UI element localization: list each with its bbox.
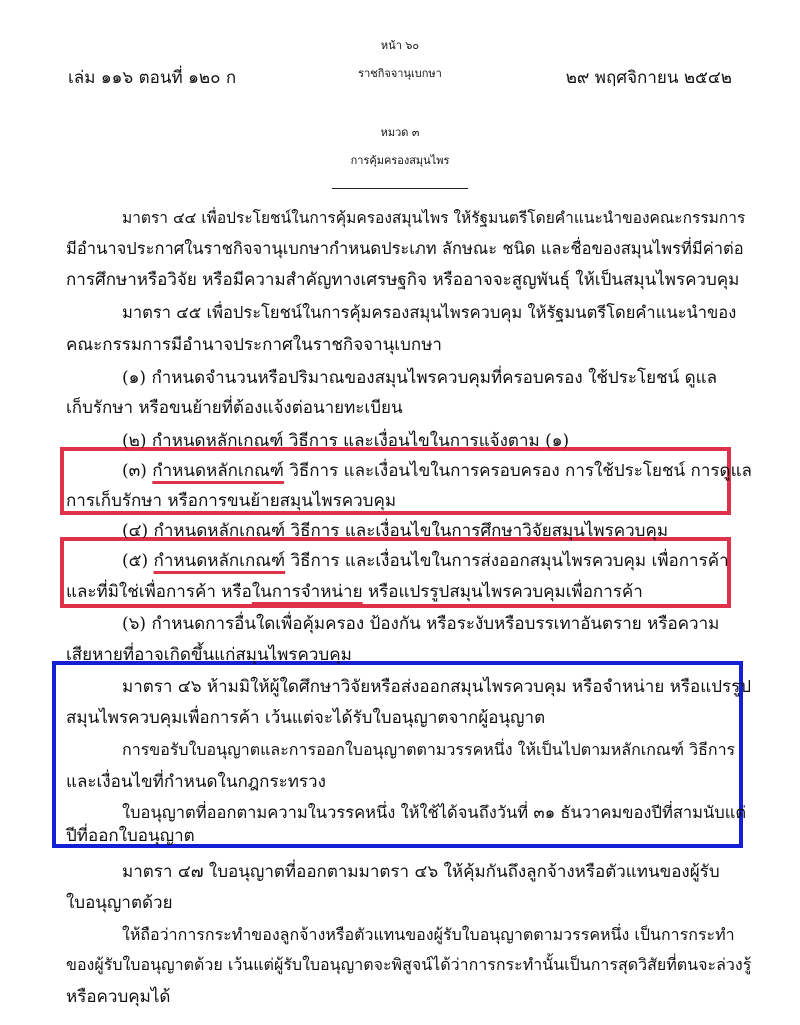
- item-6-line-2: เสียหายที่อาจเกิดขึ้นแก่สมุนไพรควบคุม: [66, 645, 352, 665]
- item-2: (๒) กำหนดหลักเกณฑ์ วิธีการ และเงื่อนไขในการแจ้งตาม (๑): [122, 431, 570, 451]
- section-46-line-3: การขอรับใบอนุญาตและการออกใบอนุญาตตามวรรคหนึ่ง ให้เป็นไปตามหลักเกณฑ์ วิธีการ: [122, 740, 736, 759]
- item-3-underlined-phrase: กำหนดหลักเกณฑ์: [152, 461, 284, 481]
- item-3-line-2: การเก็บรักษา หรือการขนย้ายสมุนไพรควบคุม: [66, 491, 397, 511]
- section-47-line-4: ของผู้รับใบอนุญาตด้วย เว้นแต่ผู้รับใบอนุญาตจะพิสูจน์ได้ว่าการกระทำนั้นเป็นการสุดวิสัยที่ตนจะล่วงรู้: [66, 955, 752, 974]
- publication-date: ๒๙ พฤศจิกายน ๒๕๔๒: [565, 68, 732, 88]
- item-5-line-2-start: และที่มิใช่เพื่อการค้า หรือ: [66, 582, 252, 602]
- section-46-line-4: และเงื่อนไขที่กำหนดในกฎกระทรวง: [66, 772, 326, 792]
- section-44-line-1: มาตรา ๔๔ เพื่อประโยชน์ในการคุ้มครองสมุนไพร ให้รัฐมนตรีโดยคำแนะนำของคณะกรรมการ: [122, 209, 746, 227]
- item-5-line-2: [66, 578, 643, 605]
- item-5-underlined-sale: ในการจำหน่าย: [251, 582, 363, 602]
- item-5-line-1: [122, 547, 729, 574]
- chapter-number: หมวด ๓: [380, 126, 420, 139]
- item-3-number: (๓): [122, 461, 147, 481]
- item-4: (๔) กำหนดหลักเกณฑ์ วิธีการ และเงื่อนไขในการศึกษาวิจัยสมุนไพรควบคุม: [122, 521, 669, 541]
- section-47-line-1: มาตรา ๔๗ ใบอนุญาตที่ออกตามมาตรา ๔๖ ให้คุ้มกันถึงลูกจ้างหรือตัวแทนของผู้รับ: [122, 862, 720, 882]
- section-46-line-1: มาตรา ๔๖ ห้ามมิให้ผู้ใดศึกษาวิจัยหรือส่งออกสมุนไพรควบคุม หรือจำหน่าย หรือแปรรูป: [122, 677, 752, 697]
- item-3-line-1: [122, 457, 752, 484]
- section-47-line-2: ใบอนุญาตด้วย: [66, 893, 173, 913]
- item-1-line-1: (๑) กำหนดจำนวนหรือปริมาณของสมุนไพรควบคุมที่ครอบครอง ใช้ประโยชน์ ดูแล: [122, 368, 718, 388]
- chapter-title: การคุ้มครองสมุนไพร: [350, 154, 450, 167]
- chapter-divider: [332, 188, 468, 189]
- item-6-line-1: (๖) กำหนดการอื่นใดเพื่อคุ้มครอง ป้องกัน หรือระงับหรือบรรเทาอันตราย หรือความ: [122, 614, 720, 634]
- section-44-line-2: มีอำนาจประกาศในราชกิจจานุเบกษากำหนดประเภท ลักษณะ ชนิด และชื่อของสมุนไพรที่มีค่าต่อ: [66, 239, 744, 258]
- item-5-rest: วิธีการ และเงื่อนไขในการส่งออกสมุนไพรควบคุม เพื่อการค้า: [290, 551, 729, 571]
- section-44-line-3: การศึกษาหรือวิจัย หรือมีความสำคัญทางเศรษฐกิจ หรืออาจจะสูญพันธุ์ ให้เป็นสมุนไพรควบคุม: [66, 270, 740, 290]
- section-47-line-5: หรือควบคุมได้: [66, 987, 171, 1007]
- gazette-name: ราชกิจจานุเบกษา: [358, 67, 442, 80]
- item-3-rest: วิธีการ และเงื่อนไขในการครอบครอง การใช้ประโยชน์ การดูแล: [289, 461, 752, 481]
- section-47-line-3: ให้ถือว่าการกระทำของลูกจ้างหรือตัวแทนของผู้รับใบอนุญาตตามวรรคหนึ่ง เป็นการกระทำ: [122, 925, 735, 944]
- volume-issue: เล่ม ๑๑๖ ตอนที่ ๑๒๐ ก: [68, 68, 237, 88]
- section-45-line-2: คณะกรรมการมีอำนาจประกาศในราชกิจจานุเบกษา: [66, 335, 442, 355]
- section-45-line-1: มาตรา ๔๕ เพื่อประโยชน์ในการคุ้มครองสมุนไพรควบคุม ให้รัฐมนตรีโดยคำแนะนำของ: [122, 303, 737, 322]
- item-5-number: (๕): [122, 551, 149, 571]
- section-46-line-5: ใบอนุญาตที่ออกตามความในวรรคหนึ่ง ให้ใช้ได้จนถึงวันที่ ๓๑ ธันวาคมของปีที่สามนับแต่: [122, 803, 747, 822]
- section-46-line-2: สมุนไพรควบคุมเพื่อการค้า เว้นแต่จะได้รับใบอนุญาตจากผู้อนุญาต: [66, 708, 546, 728]
- item-5-line-2-end: หรือแปรรูปสมุนไพรควบคุมเพื่อการค้า: [367, 582, 643, 602]
- item-1-line-2: เก็บรักษา หรือขนย้ายที่ต้องแจ้งต่อนายทะเบียน: [66, 398, 403, 418]
- page-number: หน้า ๖๐: [380, 39, 420, 52]
- item-5-underlined-phrase: กำหนดหลักเกณฑ์: [153, 551, 286, 571]
- section-46-line-6: ปีที่ออกใบอนุญาต: [66, 826, 195, 846]
